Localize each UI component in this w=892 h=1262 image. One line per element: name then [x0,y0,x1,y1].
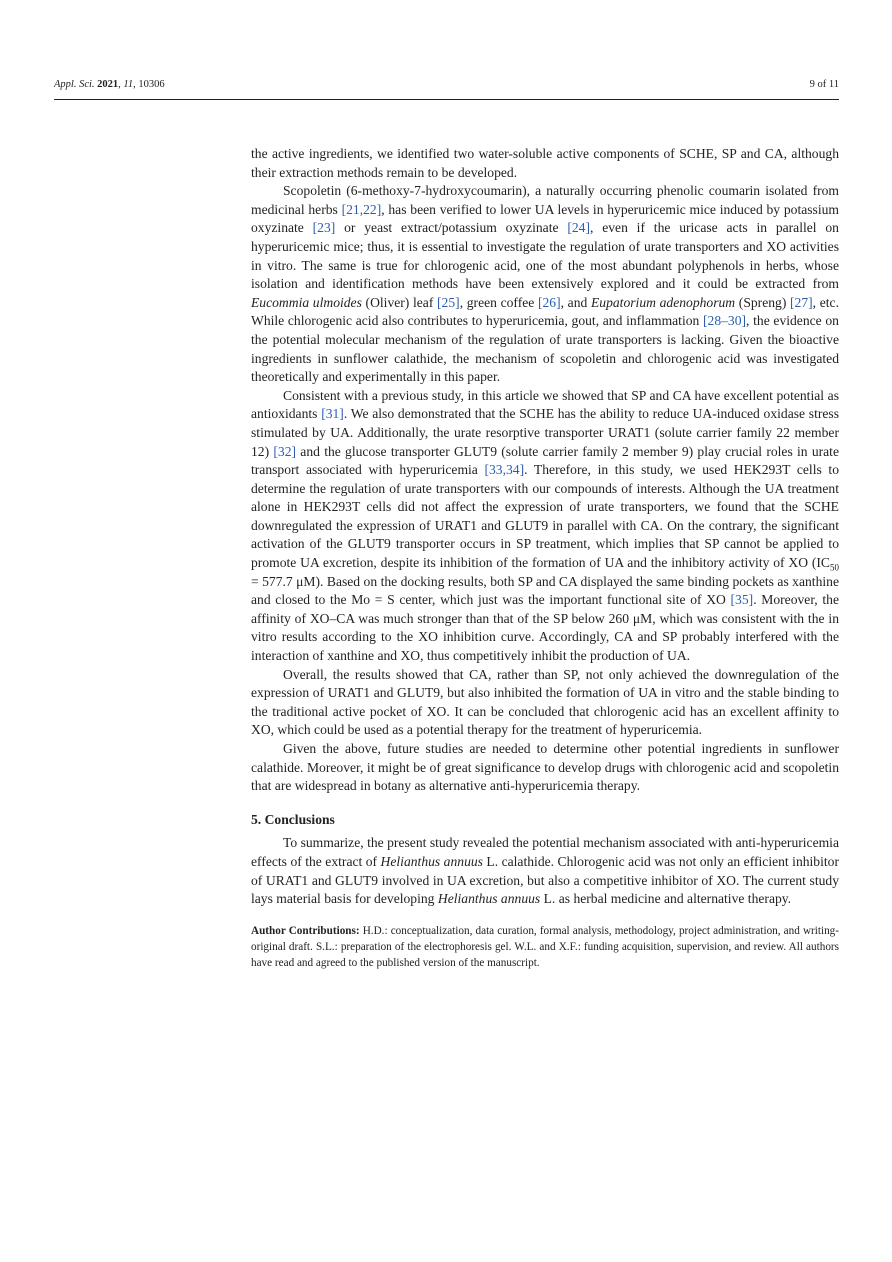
citation-link[interactable]: [33,34] [484,462,525,478]
citation-link[interactable]: [27] [790,294,813,310]
conclusions-paragraph: To summarize, the present study revealed the potential mechanism associated with anti-hyperuricemia effects of the extract of Helianthus annuus L. calathide. Chlorogenic acid was not only an efficient inhibitor of URAT1 and GLUT9 involved in UA excretion, but also a competitive inhibitor of XO. The current study lays material basis for developing Helianthus annuus L. as herbal medicine and alternative therapy. [251,835,839,907]
paragraph-2: Scopoletin (6-methoxy-7-hydroxycoumarin), a naturally occurring phenolic coumarin isolated from medicinal herbs [21,22], has been verified to lower UA levels in hyperuricemic mice induced by potassium oxyzinate [23] or yeast extract/potassium oxyzinate [24], even if the uricase acts in parallel on hyperuricemic mice; thus, it is essential to investigate the regulation of urate transporters and XO activities in vitro. The same is true for chlorogenic acid, one of the most abundant polyphenols in herbs, whose isolation and identification methods have been extensively explored and it could be extracted from Eucommia ulmoides (Oliver) leaf [25], green coffee [26], and Eupatorium adenophorum (Spreng) [27], etc. While chlorogenic acid also contributes to hyperuricemia, gout, and inflammation [28–30], the evidence on the potential molecular mechanism of the regulation of urate transporters is lacking. Given the bioactive ingredients in sunflower calathide, the mechanism of scopoletin and chlorogenic acid was investigated theoretically and experimentally in this paper. [251,183,839,385]
running-header [54,79,839,93]
paragraph-4: Overall, the results showed that CA, rather than SP, not only achieved the downregulation of the expression of URAT1 and GLUT9, but also inhibited the formation of UA in vitro and the stable binding to the traditional active pocket of XO. It can be concluded that chlorogenic acid has an excellent affinity to XO, which could be used as a potential therapy for the treatment of hyperuricemia. [251,666,839,738]
citation-link[interactable]: [28–30] [703,313,747,329]
citation-link[interactable]: [24] [567,220,590,236]
section-heading-conclusions: 5. Conclusions [251,811,335,827]
citation-link[interactable]: [35] [730,592,754,608]
journal-citation: Appl. Sci. 2021, 11, 10306 [54,79,165,90]
citation-link[interactable]: [25] [437,294,460,310]
header-rule [54,99,839,100]
citation-link[interactable]: [32] [273,443,297,459]
citation-link[interactable]: [26] [537,294,561,310]
citation-link[interactable]: [21,22] [341,201,382,217]
author-contributions: Author Contributions: H.D.: conceptualization, data curation, formal analysis, methodology, project administration, and writing-original draft. S.L.: preparation of the electrophoresis gel. W.L. and X.F.: funding acquisition, supervision, and review. All authors have read and agreed to the published version of the manuscript. [251,924,839,970]
page-number: 9 of 11 [809,79,839,90]
article-body [251,145,839,971]
paragraph-3: Consistent with a previous study, in this article we showed that SP and CA have excellent potential as antioxidants [31]. We also demonstrated that the SCHE has the ability to reduce UA-induced oxidase stress stimulated by UA. Additionally, the urate resorptive transporter URAT1 (solute carrier family 22 member 12) [32] and the glucose transporter GLUT9 (solute carrier family 2 member 9) play crucial roles in urate transport associated with hyperuricemia [33,34]. Therefore, in this study, we used HEK293T cells to determine the regulation of urate transporters with our compounds of interests. Although the UA treatment alone in HEK293T cells did not affect the expression of urate transporters, we found that the SCHE downregulated the expression of URAT1 and GLUT9 in parallel with CA. On the contrary, the significant activation of the GLUT9 transporter occurs in SP treatment, which implies that SP cannot be applied to promote UA excretion, despite its inhibition of the formation of UA and the inhibitory activity of XO ($IC_{50} = 577.7$ μM). Based on the docking results, both SP and CA displayed the same binding pockets as xanthine and closed to the Mo = S center, which just was the important functional site of XO [35]. Moreover, the affinity of XO–CA was much stronger than that of the SP below 260 μM, which was consistent with the in vitro results according to the XO inhibition curve. Accordingly, CA and SP probably interfered with the interaction of xanthine and XO, thus competitively inhibit the production of UA. [251,387,839,664]
citation-link[interactable]: [23] [312,220,336,236]
paragraph-1: the active ingredients, we identified two water-soluble active components of SCHE, SP and CA, although their extraction methods remain to be developed. [251,146,839,180]
citation-link[interactable]: [31] [321,406,344,422]
paragraph-5: Given the above, future studies are needed to determine other potential ingredients in sunflower calathide. Moreover, it might be of great significance to develop drugs with chlorogenic acid and scopoletin that are widespread in botany as alternative anti-hyperuricemia therapy. [251,741,839,794]
